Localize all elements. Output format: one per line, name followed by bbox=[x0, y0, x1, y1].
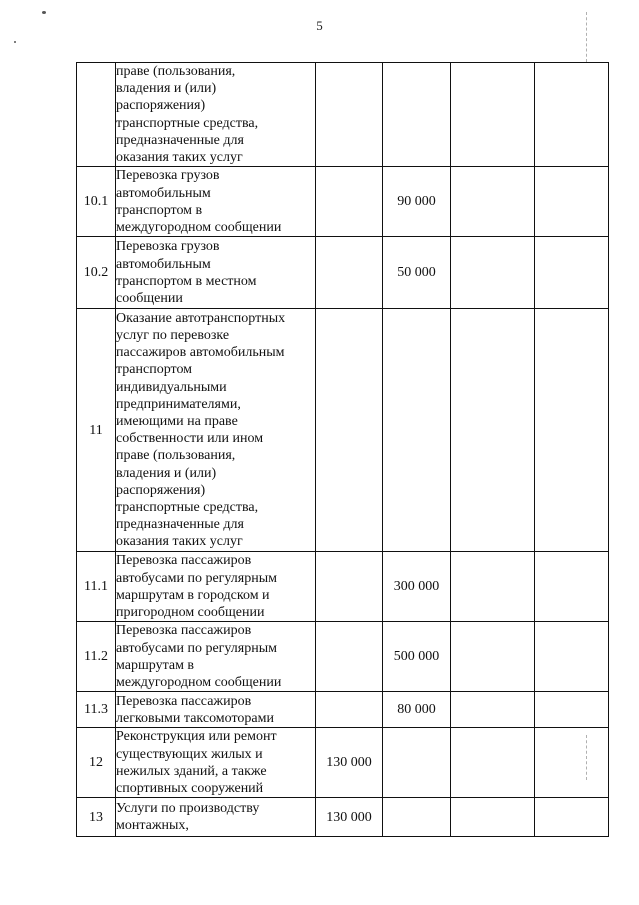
value-column-6 bbox=[535, 692, 609, 728]
service-description bbox=[116, 552, 316, 622]
table-row bbox=[77, 167, 609, 237]
value-column-6 bbox=[535, 237, 609, 309]
table-row bbox=[77, 309, 609, 552]
table-row bbox=[77, 798, 609, 837]
table-row bbox=[77, 237, 609, 309]
row-number: 10.1 bbox=[77, 167, 116, 237]
value-column-5 bbox=[451, 692, 535, 728]
service-description-text: Оказание автотранспортных услуг по перевозке пассажиров автомобильным транспортом индивидуальными предпринимателями, имеющими на праве собственности или ином праве (пользования, владения и (или) распоряжения) транспортные средства, предназначенные для оказания таких услуг bbox=[116, 310, 286, 550]
value-column-6 bbox=[535, 728, 609, 798]
value-column-3 bbox=[316, 622, 383, 692]
row-number: 11 bbox=[77, 309, 116, 552]
value-column-5 bbox=[451, 552, 535, 622]
table-row bbox=[77, 63, 609, 167]
services-table bbox=[76, 62, 609, 837]
table-row bbox=[77, 692, 609, 728]
scan-speck bbox=[14, 41, 16, 43]
row-number: 11.3 bbox=[77, 692, 116, 728]
value-column-5 bbox=[451, 237, 535, 309]
value-column-6 bbox=[535, 552, 609, 622]
row-number: 10.2 bbox=[77, 237, 116, 309]
service-description bbox=[116, 728, 316, 798]
table-row bbox=[77, 728, 609, 798]
service-description bbox=[116, 692, 316, 728]
value-column-4: 50 000 bbox=[383, 237, 451, 309]
table-row bbox=[77, 622, 609, 692]
row-number bbox=[77, 63, 116, 167]
service-description-text: Перевозка пассажиров автобусами по регулярным маршрутам в междугородном сообщении bbox=[116, 623, 282, 690]
value-column-5 bbox=[451, 798, 535, 837]
service-description bbox=[116, 63, 316, 167]
value-column-4: 500 000 bbox=[383, 622, 451, 692]
value-column-6 bbox=[535, 63, 609, 167]
service-description-text: праве (пользования, владения и (или) распоряжения) транспортные средства, предназначенные для оказания таких услуг bbox=[116, 64, 259, 166]
service-description-text: Перевозка пассажиров автобусами по регулярным маршрутам в городском и пригородном сообщении bbox=[116, 553, 277, 620]
value-column-3 bbox=[316, 237, 383, 309]
row-number: 11.1 bbox=[77, 552, 116, 622]
table-row bbox=[77, 552, 609, 622]
value-column-4: 80 000 bbox=[383, 692, 451, 728]
value-column-5 bbox=[451, 728, 535, 798]
value-column-5 bbox=[451, 622, 535, 692]
value-column-4 bbox=[383, 309, 451, 552]
row-number: 12 bbox=[77, 728, 116, 798]
value-column-6 bbox=[535, 622, 609, 692]
value-column-6 bbox=[535, 309, 609, 552]
value-column-6 bbox=[535, 798, 609, 837]
scan-artifact-line bbox=[586, 12, 587, 62]
value-column-5 bbox=[451, 309, 535, 552]
value-column-4 bbox=[383, 728, 451, 798]
value-column-4 bbox=[383, 798, 451, 837]
value-column-3 bbox=[316, 309, 383, 552]
service-description bbox=[116, 309, 316, 552]
scan-speck bbox=[42, 11, 46, 14]
row-number: 13 bbox=[77, 798, 116, 837]
service-description-text: Реконструкция или ремонт существующих жилых и нежилых зданий, а также спортивных сооружений bbox=[116, 729, 277, 796]
service-description bbox=[116, 798, 316, 837]
service-description bbox=[116, 167, 316, 237]
service-description-text: Перевозка пассажиров легковыми таксомоторами bbox=[116, 693, 274, 726]
value-column-3: 130 000 bbox=[316, 728, 383, 798]
value-column-3 bbox=[316, 552, 383, 622]
value-column-3 bbox=[316, 167, 383, 237]
service-description bbox=[116, 237, 316, 309]
service-description-text: Услуги по производству монтажных, bbox=[116, 801, 260, 834]
row-number: 11.2 bbox=[77, 622, 116, 692]
value-column-4: 90 000 bbox=[383, 167, 451, 237]
service-description-text: Перевозка грузов автомобильным транспортом в местном сообщении bbox=[116, 239, 257, 306]
value-column-4: 300 000 bbox=[383, 552, 451, 622]
value-column-3 bbox=[316, 63, 383, 167]
value-column-3 bbox=[316, 692, 383, 728]
service-description bbox=[116, 622, 316, 692]
value-column-5 bbox=[451, 63, 535, 167]
value-column-5 bbox=[451, 167, 535, 237]
value-column-4 bbox=[383, 63, 451, 167]
page-number: 5 bbox=[316, 18, 323, 33]
value-column-6 bbox=[535, 167, 609, 237]
value-column-3: 130 000 bbox=[316, 798, 383, 837]
service-description-text: Перевозка грузов автомобильным транспортом в междугородном сообщении bbox=[116, 168, 282, 235]
